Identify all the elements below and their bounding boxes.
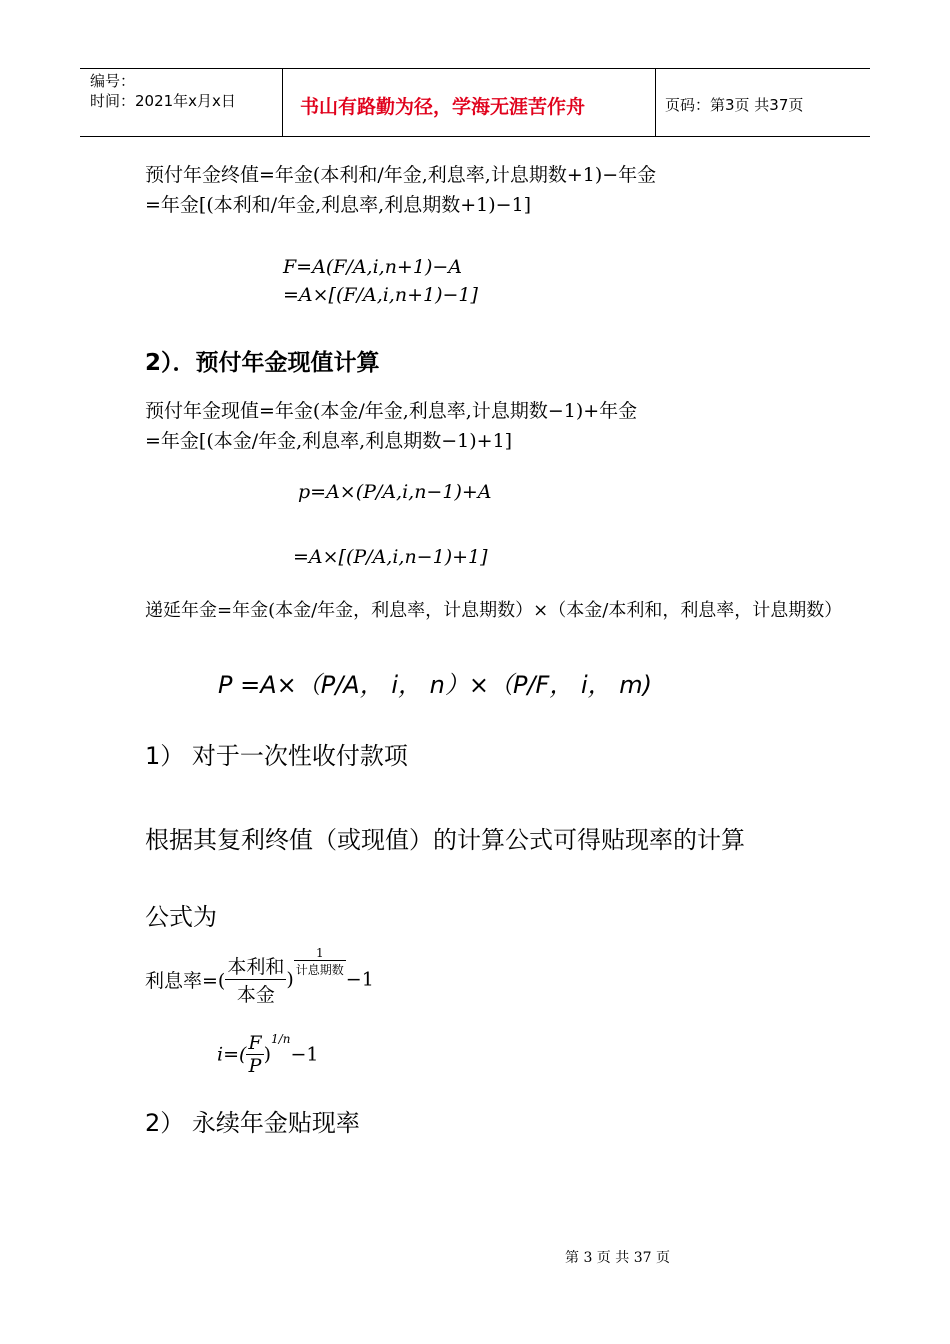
paragraph-discount-rate: 根据其复利终值（或现值）的计算公式可得贴现率的计算 [145,826,745,854]
i-exponent: 1/n [271,1032,291,1046]
deferred-annuity-text: 递延年金=年金(本金/年金，利息率，计息期数）×（本金/本利和，利息率，计息期数） [145,600,843,621]
i-numerator: F [248,1032,262,1054]
i-fraction [246,1032,263,1077]
item-one-lump-sum: 1） 对于一次性收付款项 [145,742,408,770]
header-page-info: 页码：第3页 共37页 [665,96,804,114]
rate-numerator: 本利和 [225,952,286,980]
header-number-label: 编号： [90,72,136,90]
header-divider-2 [655,68,656,136]
paragraph-formula-is: 公式为 [145,903,217,931]
i-denominator: P [248,1055,262,1077]
rate-suffix: −1 [345,968,374,991]
future-value-symbolic-line-2: =A×[(F/A,i,n+1)−1] [283,284,478,306]
header-top-rule [80,68,870,69]
i-prefix: i=( [217,1043,247,1066]
i-suffix: −1 [290,1043,319,1066]
page-footer: 第 3 页 共 37 页 [565,1250,670,1266]
i-formula [217,1032,318,1077]
rate-exponent [294,946,346,978]
rate-exponent-denominator: 计息期数 [295,963,344,977]
header-motto: 书山有路勤为径，学海无涯苦作舟 [300,96,586,118]
present-value-symbolic-line-2: =A×[(P/A,i,n−1)+1] [293,546,488,568]
present-value-formula-line-1: 预付年金现值=年金(本金/年金,利息率,计息期数−1)+年金 [145,400,638,422]
rate-prefix: 利息率=( [145,970,226,992]
section-heading-present-value: 2）．预付年金现值计算 [145,350,380,376]
present-value-symbolic-line-1: p=A×(P/A,i,n−1)+A [298,481,492,503]
future-value-symbolic-line-1: F=A(F/A,i,n+1)−A [283,256,462,278]
header-time-label: 时间：2021年x月x日 [90,92,236,110]
rate-fraction [225,952,286,1007]
item-two-perpetuity: 2） 永续年金贴现率 [145,1109,360,1137]
future-value-formula-line-1: 预付年金终值=年金(本利和/年金,利息率,计息期数+1)−年金 [145,164,657,186]
rate-close: ) [286,968,294,991]
rate-denominator: 本金 [236,984,275,1006]
header-divider-1 [282,68,283,136]
interest-rate-formula [145,946,374,1007]
rate-exponent-numerator: 1 [294,946,346,961]
present-value-formula-line-2: =年金[(本金/年金,利息率,利息期数−1)+1] [145,430,513,452]
future-value-formula-line-2: =年金[(本利和/年金,利息率,利息期数+1)−1] [145,194,532,216]
header-bottom-rule [80,136,870,137]
deferred-annuity-formula: P =A×（P/A， i， n）×（P/F， i， m) [218,671,652,699]
i-close: ) [263,1043,272,1066]
